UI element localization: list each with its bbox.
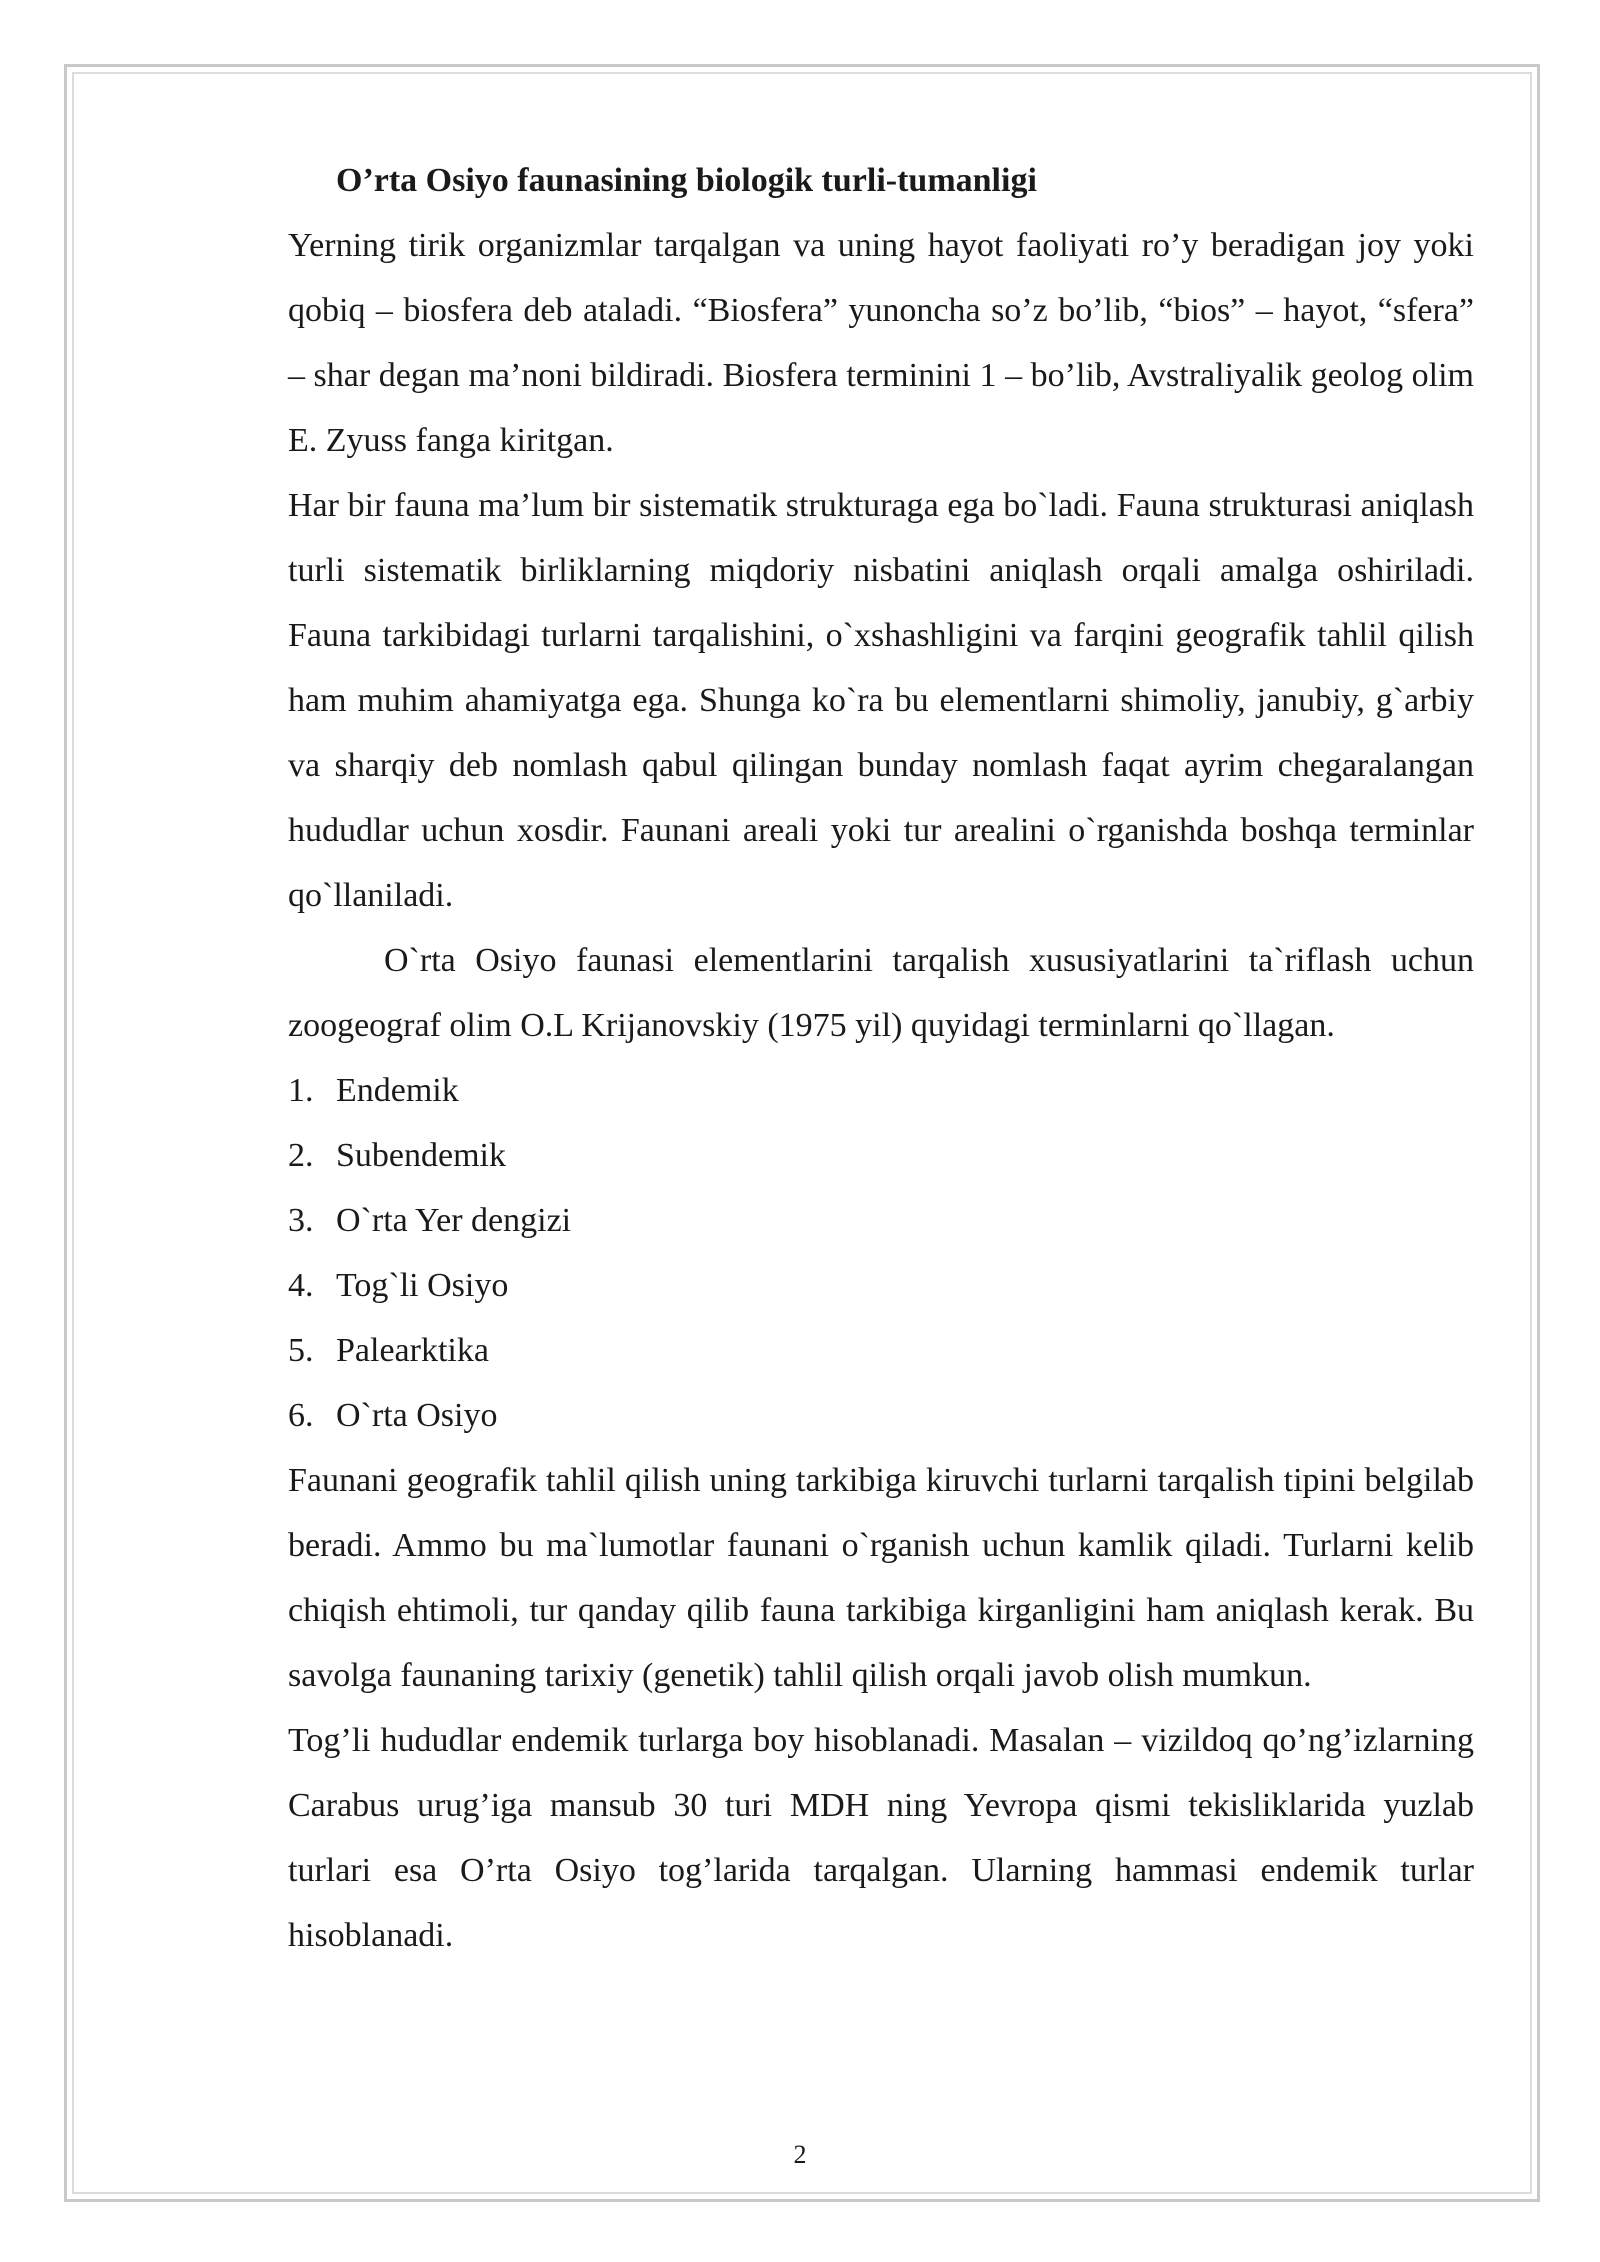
list-item-text: O`rta Osiyo [336,1397,498,1434]
paragraph-krijanovskiy-terms: O`rta Osiyo faunasi elementlarini tarqalish xususiyatlarini ta`riflash uchun zoogeograf olim O.L Krijanovskiy (1975 yil) quyidagi terminlarni qo`llagan. [288,942,1474,1044]
list-item-number: 1. [288,1072,314,1109]
paragraph-mountain-endemics: Tog’li hududlar endemik turlarga boy hisoblanadi. Masalan – vizildoq qo’ng’izlarning Carabus urug’iga mansub 30 turi MDH ning Yevropa qismi tekisliklarida yuzlab turlari esa O’rta Osiyo tog’larida tarqalgan. Ularning hammasi endemik turlar hisoblanadi. [288,1722,1474,1954]
list-item-text: Subendemik [336,1137,506,1174]
list-item-text: O`rta Yer dengizi [336,1202,572,1239]
list-item [288,1318,1474,1383]
list-item-text: Tog`li Osiyo [336,1267,509,1304]
list-item [288,1123,1474,1188]
list-item-number: 6. [288,1397,314,1434]
list-item [288,1383,1474,1448]
list-item-text: Endemik [336,1072,459,1109]
document-title: O’rta Osiyo faunasining biologik turli-tumanligi [336,162,1037,199]
list-item-number: 3. [288,1202,314,1239]
list-item-text: Palearktika [336,1332,489,1369]
list-item [288,1253,1474,1318]
list-item [288,1188,1474,1253]
paragraph-fauna-structure: Har bir fauna ma’lum bir sistematik strukturaga ega bo`ladi. Fauna strukturasi aniqlash turli sistematik birliklarning miqdoriy nisbatini aniqlash orqali amalga oshiriladi. Fauna tarkibidagi turlarni tarqalishini, o`xshashligini va farqini geografik tahlil qilish ham muhim ahamiyatga ega. Shunga ko`ra bu elementlarni shimoliy, janubiy, g`arbiy va sharqiy deb nomlash qabul qilingan bunday nomlash faqat ayrim chegaralangan hududlar uchun xosdir. Faunani areali yoki tur arealini o`rganishda boshqa terminlar qo`llaniladi. [288,487,1474,914]
paragraph-biosphere: Yerning tirik organizmlar tarqalgan va uning hayot faoliyati ro’y beradigan joy yoki qobiq – biosfera deb ataladi. “Biosfera” yunoncha so’z bo’lib, “bios” – hayot, “sfera” – shar degan ma’noni bildiradi. Biosfera terminini 1 – bo’lib, Avstraliyalik geolog olim E. Zyuss fanga kiritgan. [288,227,1474,459]
page-number: 2 [793,2140,807,2169]
document-body [288,148,1474,1968]
list-item-number: 4. [288,1267,314,1304]
terms-list [288,1058,1474,1448]
paragraph-geographic-analysis: Faunani geografik tahlil qilish uning tarkibiga kiruvchi turlarni tarqalish tipini belgilab beradi. Ammo bu ma`lumotlar faunani o`rganish uchun kamlik qiladi. Turlarni kelib chiqish ehtimoli, tur qanday qilib fauna tarkibiga kirganligini ham aniqlash kerak. Bu savolga faunaning tarixiy (genetik) tahlil qilish orqali javob olish mumkun. [288,1462,1474,1694]
list-item-number: 2. [288,1137,314,1174]
list-item [288,1058,1474,1123]
list-item-number: 5. [288,1332,314,1369]
